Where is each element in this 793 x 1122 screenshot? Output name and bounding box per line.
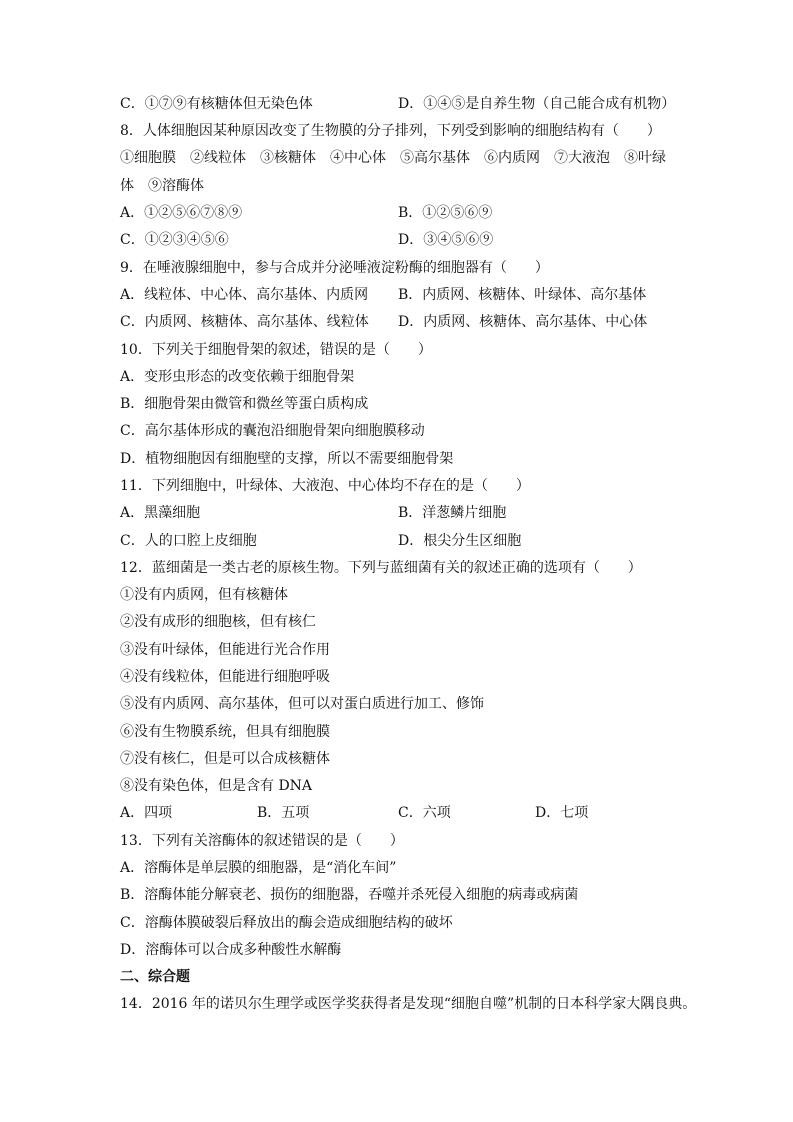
q12-option-c: C．六项 — [398, 805, 451, 821]
q10-option-b: B．细胞骨架由微管和微丝等蛋白质构成 — [120, 396, 369, 412]
q11-option-b: B．洋葱鳞片细胞 — [398, 505, 507, 521]
q11-option-d: D．根尖分生区细胞 — [398, 533, 522, 549]
section-heading: 二、综合题 — [120, 969, 190, 985]
q10-option-a: A．变形虫形态的改变依赖于细胞骨架 — [120, 369, 355, 385]
q9-option-d: D．内质网、核糖体、高尔基体、中心体 — [398, 314, 648, 330]
q9-option-b: B．内质网、核糖体、叶绿体、高尔基体 — [398, 287, 647, 303]
q12-item: ⑧没有染色体，但是含有 DNA — [120, 778, 313, 794]
q9-option-a: A．线粒体、中心体、高尔基体、内质网 — [120, 287, 369, 303]
q12-option-d: D．七项 — [535, 805, 589, 821]
q12-option-b: B．五项 — [257, 805, 310, 821]
q7-option-d: D．①④⑤是自养生物（自己能合成有机物） — [398, 96, 676, 112]
q10-option-d: D．植物细胞因有细胞壁的支撑，所以不需要细胞骨架 — [120, 451, 454, 467]
q13-option-d: D．溶酶体可以合成多种酸性水解酶 — [120, 942, 342, 958]
q10-stem: 10．下列关于细胞骨架的叙述，错误的是（ ） — [120, 342, 432, 358]
q10-option-c: C．高尔基体形成的囊泡沿细胞骨架向细胞膜移动 — [120, 423, 425, 439]
q9-option-c: C．内质网、核糖体、高尔基体、线粒体 — [120, 314, 369, 330]
q8-option-c: C．①②③④⑤⑥ — [120, 232, 229, 248]
q8-option-a: A．①②⑤⑥⑦⑧⑨ — [120, 205, 243, 221]
q12-item: ⑥没有生物膜系统，但具有细胞膜 — [120, 724, 330, 740]
q13-option-b: B．溶酶体能分解衰老、损伤的细胞器，吞噬并杀死侵入细胞的病毒或病菌 — [120, 887, 579, 903]
q8-option-b: B．①②⑤⑥⑨ — [398, 205, 493, 221]
q12-item: ⑦没有核仁，但是可以合成核糖体 — [120, 751, 330, 767]
q12-stem: 12．蓝细菌是一类古老的原核生物。下列与蓝细菌有关的叙述正确的选项有（ ） — [120, 560, 642, 576]
q13-option-c: C．溶酶体膜破裂后释放出的酶会造成细胞结构的破坏 — [120, 915, 453, 931]
q8-items-line-1: ①细胞膜 ②线粒体 ③核糖体 ④中心体 ⑤高尔基体 ⑥内质网 ⑦大液泡 ⑧叶绿 — [120, 150, 666, 166]
q8-option-d: D．③④⑤⑥⑨ — [398, 232, 494, 248]
q12-item: ④没有线粒体，但能进行细胞呼吸 — [120, 669, 330, 685]
q11-stem: 11．下列细胞中，叶绿体、大液泡、中心体均不存在的是（ ） — [120, 478, 530, 494]
q8-stem: 8．人体细胞因某种原因改变了生物膜的分子排列，下列受到影响的细胞结构有（ ） — [120, 123, 661, 139]
q12-item: ②没有成形的细胞核，但有核仁 — [120, 614, 316, 630]
q11-option-a: A．黑藻细胞 — [120, 505, 201, 521]
q12-item: ①没有内质网，但有核糖体 — [120, 587, 288, 603]
q13-stem: 13．下列有关溶酶体的叙述错误的是（ ） — [120, 833, 404, 849]
q11-option-c: C．人的口腔上皮细胞 — [120, 533, 257, 549]
q12-option-a: A．四项 — [120, 805, 173, 821]
q12-item: ③没有叶绿体，但能进行光合作用 — [120, 642, 330, 658]
q7-option-c: C．①⑦⑨有核糖体但无染色体 — [120, 96, 313, 112]
q13-option-a: A．溶酶体是单层膜的细胞器，是“消化车间” — [120, 860, 397, 876]
q12-item: ⑤没有内质网、高尔基体，但可以对蛋白质进行加工、修饰 — [120, 696, 484, 712]
q9-stem: 9．在唾液腺细胞中，参与合成并分泌唾液淀粉酶的细胞器有（ ） — [120, 260, 549, 276]
q14-stem: 14．2016 年的诺贝尔生理学或医学奖获得者是发现“细胞自噬”机制的日本科学家大隅良典。 — [120, 996, 697, 1012]
q8-items-line-2: 体 ⑨溶酶体 — [120, 178, 204, 194]
